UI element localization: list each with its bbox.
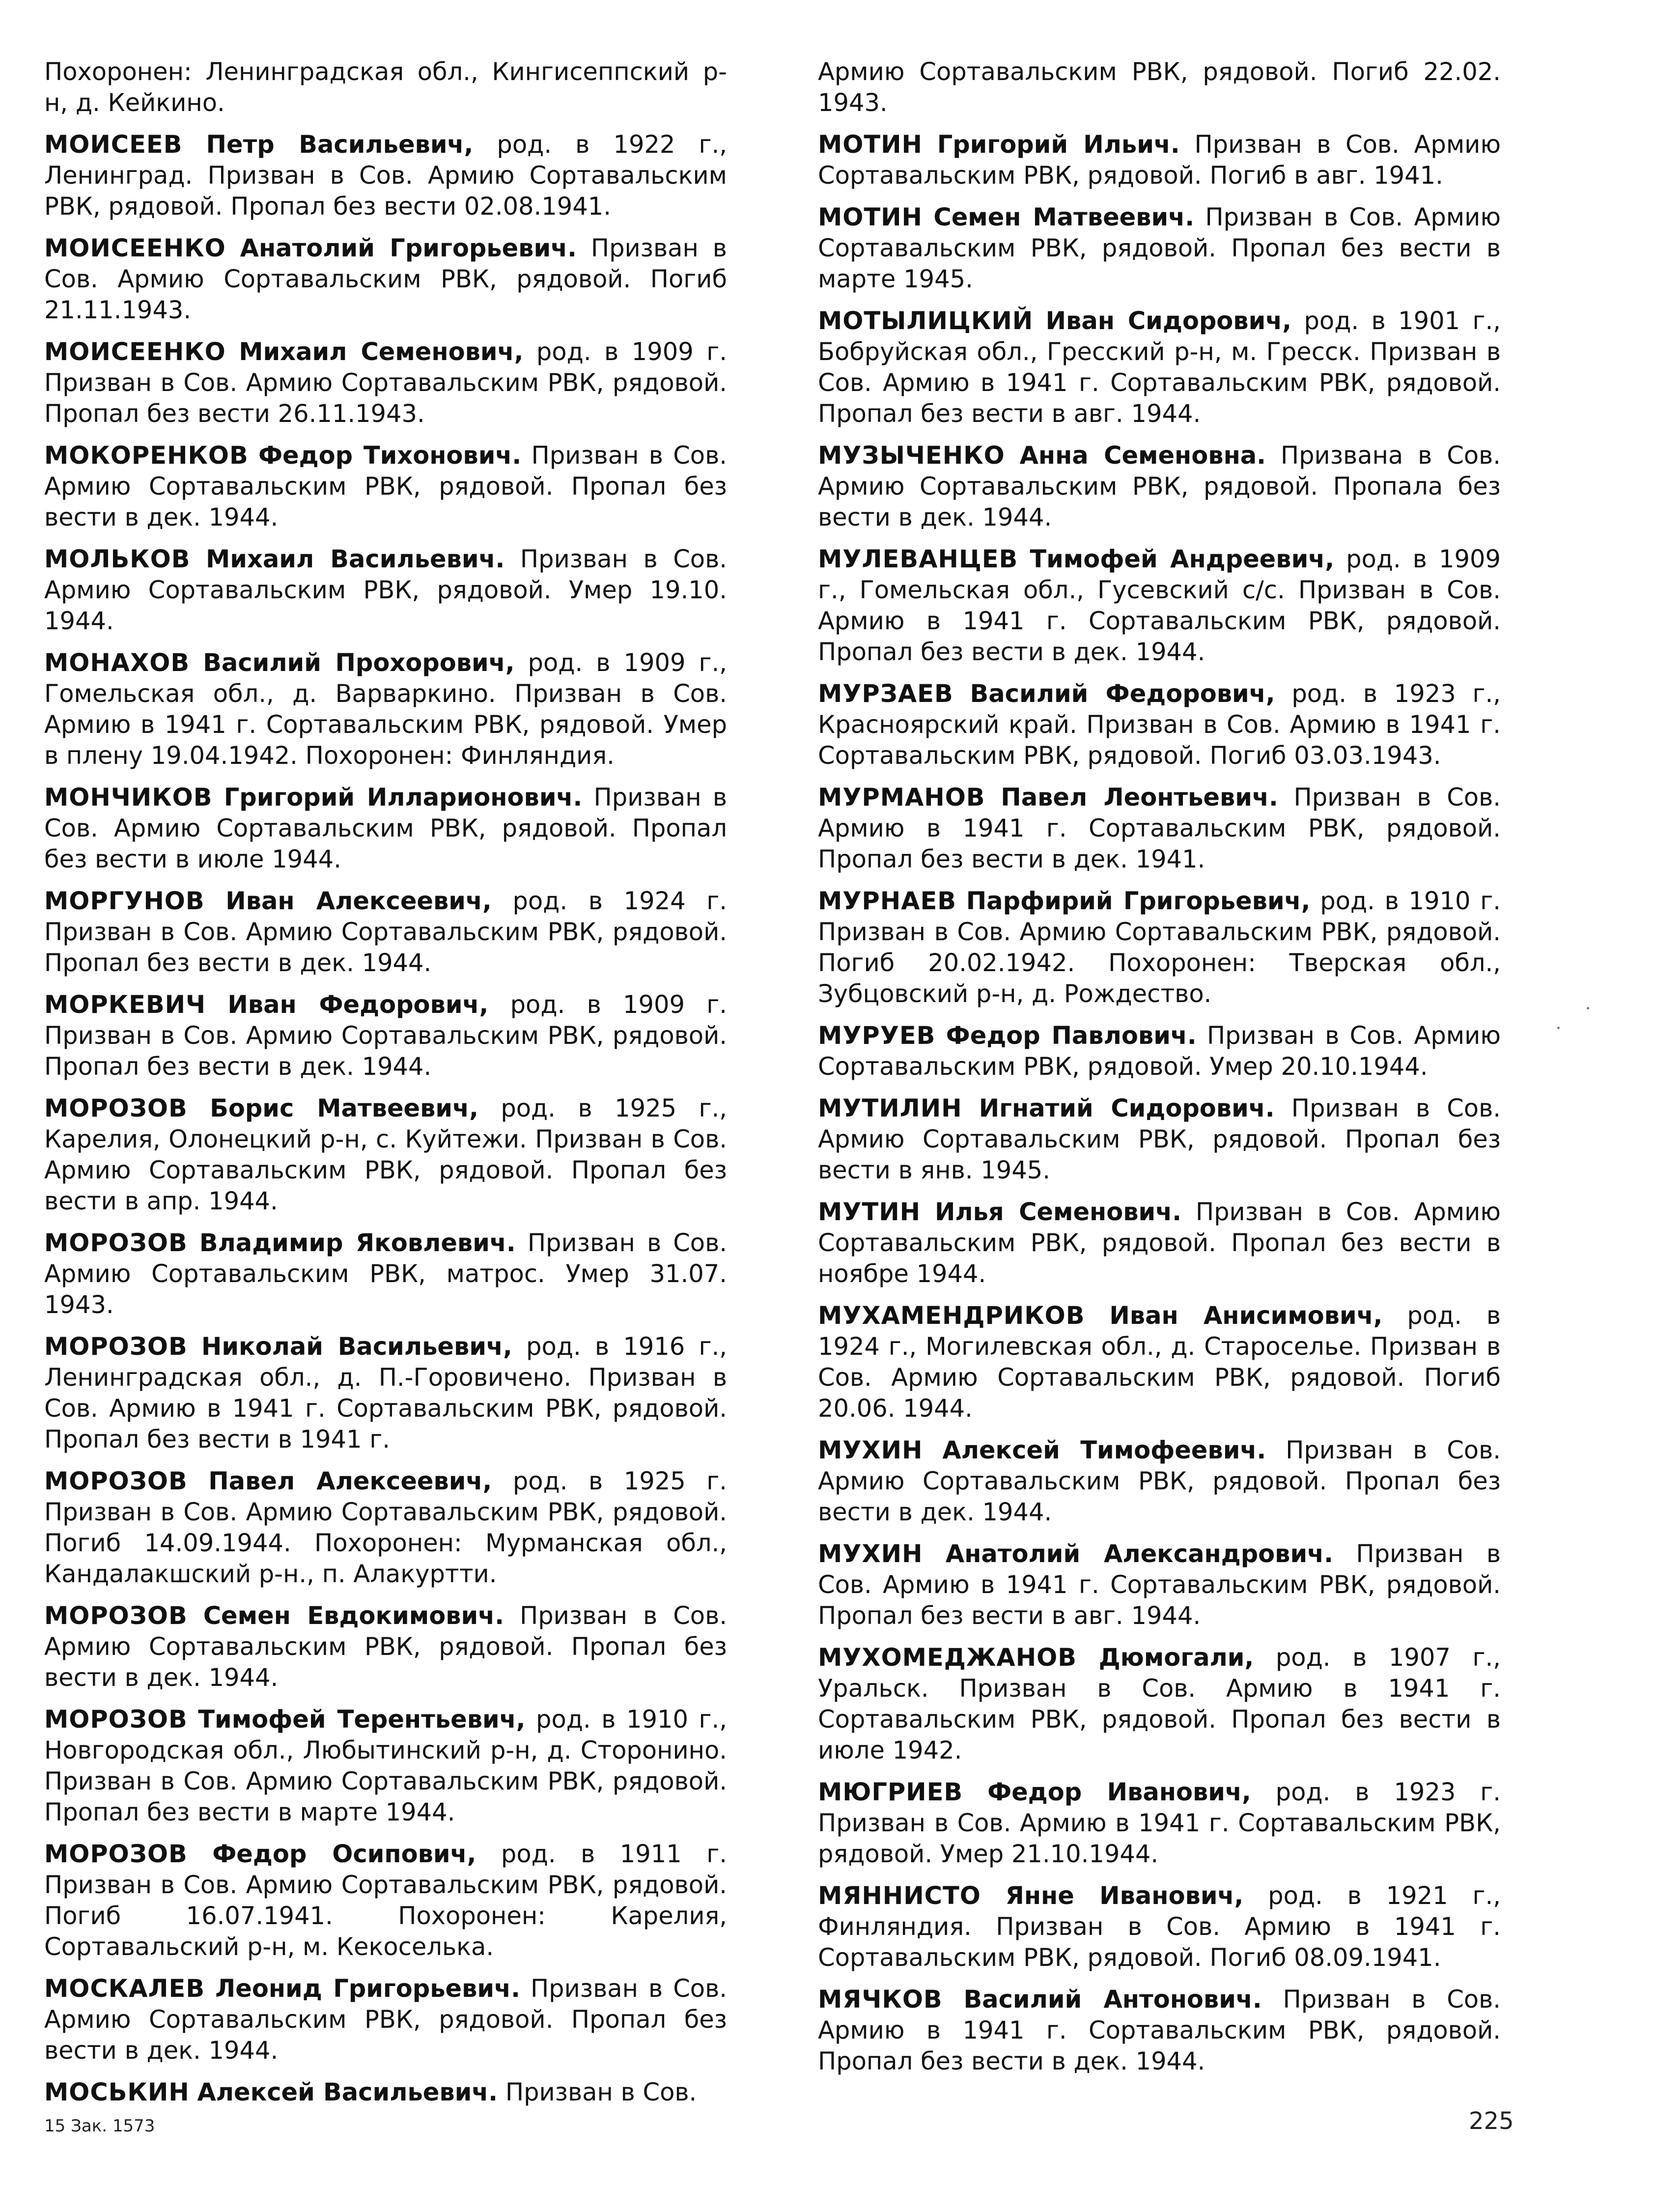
register-entry: [44, 129, 727, 222]
entry-surname: МОРГУНОВ: [44, 887, 205, 915]
entry-details: род. в 1909 г. Призван в Сов. Армию Сортавальским РВК, рядовой. Пропал без вести 26.11.1943.: [44, 337, 727, 428]
printer-signature: 15 Зак. 1573: [44, 2116, 155, 2136]
left-column: [44, 56, 727, 2119]
register-entry: [818, 129, 1501, 191]
entry-surname: МОСКАЛЕВ: [44, 1974, 205, 2003]
register-entry: [44, 544, 727, 637]
entry-details: Призван в Сов. Армию Сортавальским РВК, рядовой. Погиб 21.11.1943.: [44, 234, 727, 324]
register-entry: [44, 989, 727, 1082]
entry-surname: МОНАХОВ: [44, 648, 190, 677]
entry-details: род. в 1916 г., Ленинградская обл., д. П.-Горовичено. Призван в Сов. Армию в 1941 г. Сортавальским РВК, рядовой. Пропал без вести в 1941 г.: [44, 1332, 727, 1454]
entry-details: род. в 1909 г., Гомельская обл., Гусевский с/с. Призван в Сов. Армию в 1941 г. Сортавальским РВК, рядовой. Пропал без вести в дек. 1944.: [818, 545, 1501, 666]
entry-given-name: Анна Семеновна.: [1019, 441, 1266, 470]
register-entry: [818, 782, 1501, 875]
entry-given-name: Федор Тихонович.: [258, 441, 522, 470]
entry-surname: МОРОЗОВ: [44, 1467, 188, 1495]
entry-details: Призван в Сов. Армию Сортавальским РВК, рядовой. Пропал без вести в янв. 1945.: [818, 1094, 1501, 1184]
entry-surname: МОНЧИКОВ: [44, 783, 213, 812]
register-entry: [44, 1093, 727, 1217]
entry-given-name: Федор Иванович,: [987, 1778, 1251, 1806]
entry-surname: МУЛЕВАНЦЕВ: [818, 545, 1018, 573]
entry-surname: МОРОЗОВ: [44, 1840, 188, 1868]
entry-given-name: Владимир Яковлевич.: [199, 1229, 516, 1257]
register-entry: [818, 56, 1501, 118]
entry-details: род. в 1924 г., Могилевская обл., д. Староселье. Призван в Сов. Армию Сортавальским РВК, рядовой. Погиб 20.06. 1944.: [818, 1301, 1501, 1423]
entry-details: Похоронен: Ленинградская обл., Кингисеппский р-н, д. Кейкино.: [44, 57, 727, 117]
entry-surname: МОРОЗОВ: [44, 1229, 188, 1257]
entry-given-name: Алексей Васильевич.: [197, 2078, 498, 2106]
entry-given-name: Тимофей Терентьевич,: [198, 1705, 526, 1734]
register-entry: [44, 886, 727, 979]
entry-given-name: Илья Семенович.: [934, 1198, 1182, 1226]
entry-given-name: Федор Осипович,: [212, 1840, 477, 1868]
register-entry: [818, 1539, 1501, 1631]
entry-given-name: Федор Павлович.: [946, 1021, 1197, 1050]
entry-given-name: Дюмогали,: [1098, 1643, 1254, 1672]
entry-surname: МОРОЗОВ: [44, 1705, 188, 1734]
entry-surname: МОИСЕЕНКО: [44, 337, 226, 366]
entry-given-name: Павел Алексеевич,: [208, 1467, 492, 1495]
entry-details: Призван в Сов. Армию в 1941 г. Сортавальским РВК, рядовой. Пропал без вести в авг. 1944.: [818, 1540, 1501, 1630]
register-entry: [44, 440, 727, 533]
entry-surname: МУТИН: [818, 1198, 921, 1226]
entry-surname: МУЗЫЧЕНКО: [818, 441, 1005, 470]
entry-surname: МОИСЕЕНКО: [44, 234, 226, 262]
entry-given-name: Иван Сидорович,: [1045, 307, 1292, 335]
register-entry: [818, 1642, 1501, 1766]
entry-given-name: Николай Васильевич,: [201, 1332, 512, 1361]
entry-details: род. в 1901 г., Бобруйская обл., Гресский р-н, м. Гресск. Призван в Сов. Армию в 1941 г. Сортавальским РВК, рядовой. Пропал без вести в авг. 1944.: [818, 307, 1501, 428]
entry-given-name: Анатолий Александрович.: [945, 1540, 1333, 1568]
entry-surname: МУХАМЕНДРИКОВ: [818, 1301, 1085, 1330]
entry-given-name: Василий Федорович,: [970, 679, 1275, 708]
entry-details: Призван в Сов. Армию Сортавальским РВК, рядовой. Пропал без вести в марте 1945.: [818, 203, 1501, 293]
entry-given-name: Анатолий Григорьевич.: [240, 234, 577, 262]
entry-given-name: Янне Иванович,: [1005, 1881, 1244, 1910]
entry-surname: МУХОМЕДЖАНОВ: [818, 1643, 1077, 1672]
entry-details: Призван в Сов. Армию в 1941 г. Сортавальским РВК, рядовой. Пропал без вести в дек. 1944.: [818, 1985, 1501, 2075]
register-entry: [818, 1093, 1501, 1186]
register-entry: [818, 202, 1501, 295]
entry-details: род. в 1924 г. Призван в Сов. Армию Сортавальским РВК, рядовой. Пропал без вести в дек. 1944.: [44, 887, 727, 977]
entry-details: Призван в Сов. Армию Сортавальским РВК, рядовой. Пропал без вести в дек. 1944.: [818, 1436, 1501, 1526]
entry-surname: МЯЧКОВ: [818, 1985, 943, 2014]
entry-details: Призвана в Сов. Армию Сортавальским РВК, рядовой. Пропала без вести в дек. 1944.: [818, 441, 1501, 532]
register-entry: [818, 440, 1501, 533]
entry-surname: МОРКЕВИЧ: [44, 990, 206, 1019]
entry-given-name: Парфирий Григорьевич,: [966, 887, 1311, 915]
entry-details: Призван в Сов. Армию Сортавальским РВК, рядовой. Пропал без вести в дек. 1944.: [44, 1974, 727, 2065]
entry-details: род. в 1922 г., Ленинград. Призван в Сов. Армию Сортавальским РВК, рядовой. Пропал без вести 02.08.1941.: [44, 130, 727, 221]
entry-given-name: Григорий Илларионович.: [224, 783, 583, 812]
entry-surname: МОРОЗОВ: [44, 1094, 188, 1122]
register-entry: [44, 233, 727, 326]
register-entry: [818, 886, 1501, 1009]
entry-surname: МОИСЕЕВ: [44, 130, 183, 159]
register-entry: [44, 1704, 727, 1828]
register-entry: [44, 1331, 727, 1455]
register-entry: [44, 647, 727, 771]
register-entry: [44, 336, 727, 429]
entry-given-name: Семен Евдокимович.: [203, 1601, 505, 1630]
entry-details: Призван в Сов. Армию Сортавальским РВК, рядовой. Пропал без вести в ноябре 1944.: [818, 1198, 1501, 1288]
print-speck: [1557, 1027, 1560, 1029]
entry-details: род. в 1923 г. Призван в Сов. Армию в 1941 г. Сортавальским РВК, рядовой. Умер 21.10.1944.: [818, 1778, 1501, 1868]
register-entry: [818, 306, 1501, 429]
entry-given-name: Тимофей Андреевич,: [1030, 545, 1335, 573]
register-entry: [44, 1228, 727, 1320]
register-entry: [818, 1984, 1501, 2077]
entry-details: род. в 1921 г., Финляндия. Призван в Сов. Армию в 1941 г. Сортавальским РВК, рядовой. Погиб 08.09.1941.: [818, 1881, 1501, 1972]
entry-details: Призван в Сов. Армию Сортавальским РВК, рядовой. Пропал без вести в дек. 1944.: [44, 1601, 727, 1692]
entry-surname: МОКОРЕНКОВ: [44, 441, 249, 470]
register-entry: [818, 544, 1501, 668]
page-number: 225: [1469, 2107, 1514, 2135]
entry-surname: МУТИЛИН: [818, 1094, 962, 1122]
entry-details: род. в 1923 г., Красноярский край. Призван в Сов. Армию в 1941 г. Сортавальским РВК, рядовой. Погиб 03.03.1943.: [818, 679, 1501, 770]
entry-details: Призван в Сов. Армию Сортавальским РВК, рядовой. Погиб в авг. 1941.: [818, 130, 1501, 190]
entry-details: Призван в Сов. Армию Сортавальским РВК, рядовой. Умер 20.10.1944.: [818, 1021, 1501, 1081]
entry-surname: МОСЬКИН: [44, 2078, 190, 2106]
entry-details: Призван в Сов. Армию Сортавальским РВК, рядовой. Пропал без вести в дек. 1944.: [44, 441, 727, 532]
entry-details: род. в 1907 г., Уральск. Призван в Сов. Армию в 1941 г. Сортавальским РВК, рядовой. Пропал без вести в июле 1942.: [818, 1643, 1501, 1764]
entry-given-name: Василий Антонович.: [963, 1985, 1262, 2014]
register-entry: [44, 782, 727, 875]
entry-given-name: Иван Алексеевич,: [225, 887, 492, 915]
entry-surname: МУРУЕВ: [818, 1021, 936, 1050]
entry-details: Призван в Сов. Армию в 1941 г. Сортавальским РВК, рядовой. Пропал без вести в дек. 1941.: [818, 783, 1501, 873]
register-entry: [44, 56, 727, 118]
register-entry: [818, 1020, 1501, 1082]
entry-surname: МОРОЗОВ: [44, 1601, 188, 1630]
entry-given-name: Василий Прохорович,: [203, 648, 515, 677]
right-column: [818, 56, 1501, 2088]
entry-given-name: Алексей Тимофеевич.: [942, 1436, 1266, 1464]
entry-surname: МОТИН: [818, 130, 923, 159]
entry-surname: МУХИН: [818, 1436, 923, 1464]
entry-given-name: Иван Федорович,: [227, 990, 489, 1019]
entry-details: род. в 1909 г., Гомельская обл., д. Варваркино. Призван в Сов. Армию в 1941 г. Сортавальским РВК, рядовой. Умер в плену 19.04.1942. Похоронен: Финляндия.: [44, 648, 727, 770]
entry-details: Армию Сортавальским РВК, рядовой. Погиб 22.02. 1943.: [818, 57, 1501, 117]
entry-details: род. в 1925 г., Карелия, Олонецкий р-н, с. Куйтежи. Призван в Сов. Армию Сортавальским РВК, рядовой. Пропал без вести в апр. 1944.: [44, 1094, 727, 1215]
register-entry: [44, 1839, 727, 1962]
register-entry: [44, 1973, 727, 2066]
entry-given-name: Петр Васильевич,: [206, 130, 474, 159]
entry-surname: МОТЫЛИЦКИЙ: [818, 307, 1034, 335]
entry-given-name: Михаил Семенович,: [239, 337, 524, 366]
entry-given-name: Игнатий Сидорович.: [979, 1094, 1275, 1122]
entry-given-name: Михаил Васильевич.: [206, 545, 505, 573]
entry-surname: МОЛЬКОВ: [44, 545, 191, 573]
entry-surname: МУРНАЕВ: [818, 887, 956, 915]
entry-surname: МОРОЗОВ: [44, 1332, 188, 1361]
register-entry: [818, 678, 1501, 771]
entry-surname: МУРЗАЕВ: [818, 679, 953, 708]
entry-given-name: Иван Анисимович,: [1109, 1301, 1383, 1330]
entry-details: Призван в Сов.: [498, 2078, 697, 2106]
entry-details: Призван в Сов. Армию Сортавальским РВК, матрос. Умер 31.07. 1943.: [44, 1229, 727, 1319]
entry-given-name: Семен Матвеевич.: [933, 203, 1195, 231]
register-entry: [818, 1777, 1501, 1870]
register-entry: [818, 1880, 1501, 1973]
entry-given-name: Павел Леонтьевич.: [1001, 783, 1278, 812]
entry-surname: МУРМАНОВ: [818, 783, 985, 812]
entry-surname: МЯННИСТО: [818, 1881, 981, 1910]
entry-given-name: Леонид Григорьевич.: [215, 1974, 520, 2003]
register-entry: [44, 1600, 727, 1693]
register-entry: [818, 1300, 1501, 1424]
entry-details: род. в 1911 г. Призван в Сов. Армию Сортавальским РВК, рядовой. Погиб 16.07.1941. Похоронен: Карелия, Сортавальский р-н, м. Кекоселька.: [44, 1840, 727, 1961]
register-entry: [818, 1197, 1501, 1289]
entry-details: Призван в Сов. Армию Сортавальским РВК, рядовой. Пропал без вести в июле 1944.: [44, 783, 727, 873]
register-entry: [44, 2077, 727, 2108]
print-speck: [1587, 1007, 1589, 1009]
entry-surname: МОТИН: [818, 203, 923, 231]
entry-given-name: Борис Матвеевич,: [210, 1094, 478, 1122]
entry-details: род. в 1910 г., Новгородская обл., Любытинский р-н, д. Сторонино. Призван в Сов. Армию Сортавальским РВК, рядовой. Пропал без вести в марте 1944.: [44, 1705, 727, 1826]
entry-given-name: Григорий Ильич.: [937, 130, 1180, 159]
entry-details: род. в 1909 г. Призван в Сов. Армию Сортавальским РВК, рядовой. Пропал без вести в дек. 1944.: [44, 990, 727, 1081]
register-entry: [44, 1466, 727, 1590]
entry-surname: МЮГРИЕВ: [818, 1778, 963, 1806]
entry-surname: МУХИН: [818, 1540, 923, 1568]
entry-details: Призван в Сов. Армию Сортавальским РВК, рядовой. Умер 19.10. 1944.: [44, 545, 727, 635]
entry-details: род. в 1910 г. Призван в Сов. Армию Сортавальским РВК, рядовой. Погиб 20.02.1942. Похоронен: Тверская обл., Зубцовский р-н, д. Рождество.: [818, 887, 1501, 1008]
register-entry: [818, 1435, 1501, 1528]
entry-details: род. в 1925 г. Призван в Сов. Армию Сортавальским РВК, рядовой. Погиб 14.09.1944. Похоронен: Мурманская обл., Кандалакшский р-н., п. Алакуртти.: [44, 1467, 727, 1588]
